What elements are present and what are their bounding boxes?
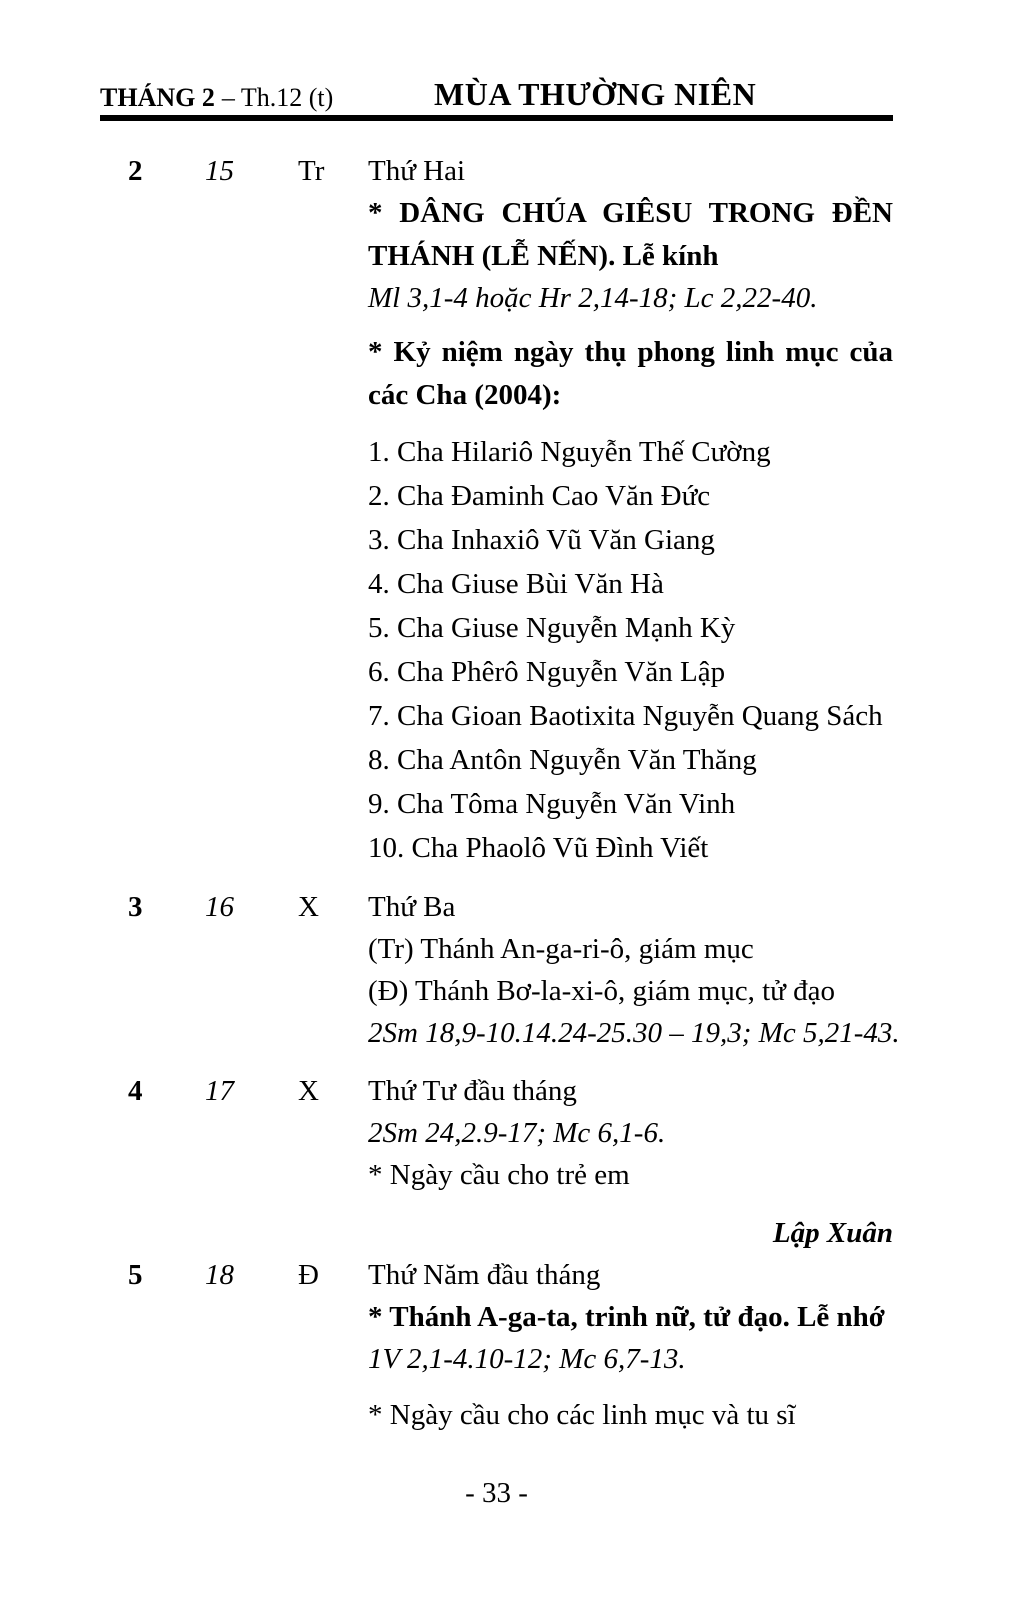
entry-content <box>368 1070 893 1196</box>
optional-memorial-white: (Tr) Thánh An-ga-ri-ô, giám mục <box>368 933 754 965</box>
priest-item: 4. Cha Giuse Bùi Văn Hà <box>368 568 664 600</box>
liturgical-color: X <box>298 1075 319 1107</box>
prayer-note-line: * Ngày cầu cho các linh mục và tu sĩ <box>368 1399 796 1431</box>
day-number: 2 <box>128 155 143 187</box>
header-rule <box>100 115 893 121</box>
entry-content <box>368 1254 893 1436</box>
priest-item: 10. Cha Phaolô Vũ Đình Viết <box>368 832 709 864</box>
page-number: - 33 - <box>465 1477 528 1509</box>
priest-item: 7. Cha Gioan Baotixita Nguyễn Quang Sách <box>368 700 883 732</box>
weekday-line: Thứ Hai <box>368 155 466 187</box>
entry-content <box>368 886 900 1054</box>
calendar-entry-feb5 <box>100 1254 893 1436</box>
weekday-line: Thứ Ba <box>368 891 456 923</box>
day-number: 3 <box>128 891 143 923</box>
readings-line: 1V 2,1-4.10-12; Mc 6,7-13. <box>368 1343 686 1375</box>
lunar-date: 16 <box>205 891 234 923</box>
lunar-date: 18 <box>205 1259 234 1291</box>
calendar-table <box>100 150 900 1436</box>
day-number: 5 <box>128 1259 143 1291</box>
priest-item: 5. Cha Giuse Nguyễn Mạnh Kỳ <box>368 612 736 644</box>
liturgical-color: X <box>298 891 319 923</box>
lunar-date: 15 <box>205 155 234 187</box>
anniversary-line-2: các Cha (2004): <box>368 379 562 411</box>
calendar-entry-feb3 <box>100 886 900 1054</box>
lunar-date: 17 <box>205 1075 234 1107</box>
page-header <box>100 76 893 116</box>
feast-line-2: THÁNH (LỄ NẾN). Lễ kính <box>368 240 719 272</box>
weekday-line: Thứ Năm đầu tháng <box>368 1259 601 1291</box>
feast-line-1: * DÂNG CHÚA GIÊSU TRONG ĐỀN <box>368 197 893 229</box>
priest-item: 9. Cha Tôma Nguyễn Văn Vinh <box>368 788 736 820</box>
calendar-entry-feb4 <box>100 1070 893 1196</box>
optional-memorial-red: (Đ) Thánh Bơ-la-xi-ô, giám mục, tử đạo <box>368 975 836 1007</box>
readings-line: 2Sm 18,9-10.14.24-25.30 – 19,3; Mc 5,21-43. <box>368 1017 900 1049</box>
anniversary-line-1: * Kỷ niệm ngày thụ phong linh mục của <box>368 336 893 368</box>
entry-content <box>368 150 893 870</box>
priest-item: 8. Cha Antôn Nguyễn Văn Thăng <box>368 744 757 776</box>
readings-line: 2Sm 24,2.9-17; Mc 6,1-6. <box>368 1117 666 1149</box>
day-number: 4 <box>128 1075 143 1107</box>
priest-item: 3. Cha Inhaxiô Vũ Văn Giang <box>368 524 715 556</box>
prayer-note-line: * Ngày cầu cho trẻ em <box>368 1159 630 1191</box>
header-left <box>100 83 333 113</box>
readings-line: Ml 3,1-4 hoặc Hr 2,14-18; Lc 2,22-40. <box>368 282 818 314</box>
month-note: – Th.12 (t) <box>221 83 334 112</box>
month-label: THÁNG 2 <box>100 83 215 112</box>
priest-item: 2. Cha Đaminh Cao Văn Đức <box>368 480 711 512</box>
priest-list <box>368 430 893 870</box>
weekday-line: Thứ Tư đầu tháng <box>368 1075 577 1107</box>
liturgical-color: Tr <box>298 155 325 187</box>
memorial-line: * Thánh A-ga-ta, trinh nữ, tử đạo. Lễ nhớ <box>368 1301 885 1333</box>
calendar-entry-feb2 <box>100 150 893 870</box>
season-title: MÙA THƯỜNG NIÊN <box>434 76 757 112</box>
liturgical-color: Đ <box>298 1259 319 1291</box>
solar-term: Lập Xuân <box>772 1217 893 1249</box>
priest-item: 1. Cha Hilariô Nguyễn Thế Cường <box>368 436 771 468</box>
priest-item: 6. Cha Phêrô Nguyễn Văn Lập <box>368 656 726 688</box>
